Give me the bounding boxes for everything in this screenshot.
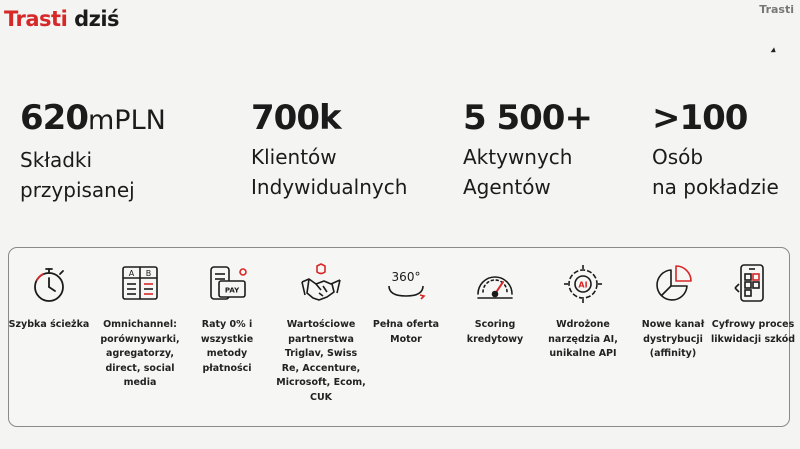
mouse-cursor-icon: [771, 47, 778, 54]
gauge-icon: [473, 262, 517, 306]
feature-label: Cyfrowy proces likwidacji szkód: [710, 319, 796, 345]
stat-label: Klientów Indywidualnych: [251, 145, 408, 199]
feature-label: Nowe kanał dystrybucji (affinity): [641, 319, 705, 359]
stat-label: Osób na pokładzie: [652, 145, 779, 199]
payment-card-icon: [205, 262, 249, 306]
svg-text:B: B: [145, 269, 152, 278]
stat-value: 5 500+: [463, 98, 592, 138]
feature-digital-claims: [707, 262, 799, 347]
brand-name: Trasti: [4, 7, 68, 31]
feature-label: Szybka ścieżka: [8, 319, 90, 330]
pie-chart-icon: [651, 262, 695, 306]
feature-omnichannel: [94, 262, 186, 391]
stat-label: Aktywnych Agentów: [463, 145, 573, 199]
stat-premium: [20, 98, 166, 205]
feature-partnerships: [275, 262, 367, 405]
feature-affinity-channel: [627, 262, 719, 362]
stat-value: 700k: [251, 98, 341, 138]
feature-ai-tools: [537, 262, 629, 362]
mobile-claims-icon: [731, 262, 775, 306]
360-view-icon: [384, 262, 428, 306]
svg-text:360°: 360°: [391, 270, 421, 284]
features-panel: [8, 247, 796, 427]
stat-people: [652, 98, 779, 202]
handshake-icon: [299, 262, 343, 306]
stat-clients: [251, 98, 407, 202]
feature-fast-track: [3, 262, 95, 333]
feature-label: Pełna oferta Motor: [372, 319, 440, 345]
stat-unit: mPLN: [87, 105, 166, 136]
title-suffix: dziś: [67, 7, 120, 31]
svg-text:A: A: [128, 269, 135, 278]
page-title: [4, 7, 119, 31]
ab-comparison-icon: [118, 262, 162, 306]
feature-label: Raty 0% i wszystkie metody płatności: [200, 319, 254, 374]
feature-label: Wdrożone narzędzia AI, unikalne API: [548, 319, 618, 359]
feature-label: Omnichannel: porównywarki, agregatorzy, direct, social media: [100, 319, 180, 388]
feature-motor-offer: [360, 262, 452, 347]
feature-payments: [181, 262, 273, 376]
stat-label: Składki przypisanej: [20, 148, 135, 202]
stat-agents: [463, 98, 592, 202]
feature-credit-scoring: [449, 262, 541, 347]
svg-text:AI: AI: [578, 280, 588, 290]
ai-chip-icon: [561, 262, 605, 306]
svg-text:PAY: PAY: [224, 286, 240, 295]
feature-label: Wartościowe partnerstwa Triglav, Swiss Re, Accenture, Microsoft, Ecom, CUK: [276, 319, 366, 403]
corner-logo: Trasti: [759, 3, 794, 16]
stopwatch-icon: [27, 262, 71, 306]
feature-label: Scoring kredytowy: [466, 319, 524, 345]
stat-value: 620mPLN: [20, 98, 166, 138]
stat-value: >100: [652, 98, 748, 138]
